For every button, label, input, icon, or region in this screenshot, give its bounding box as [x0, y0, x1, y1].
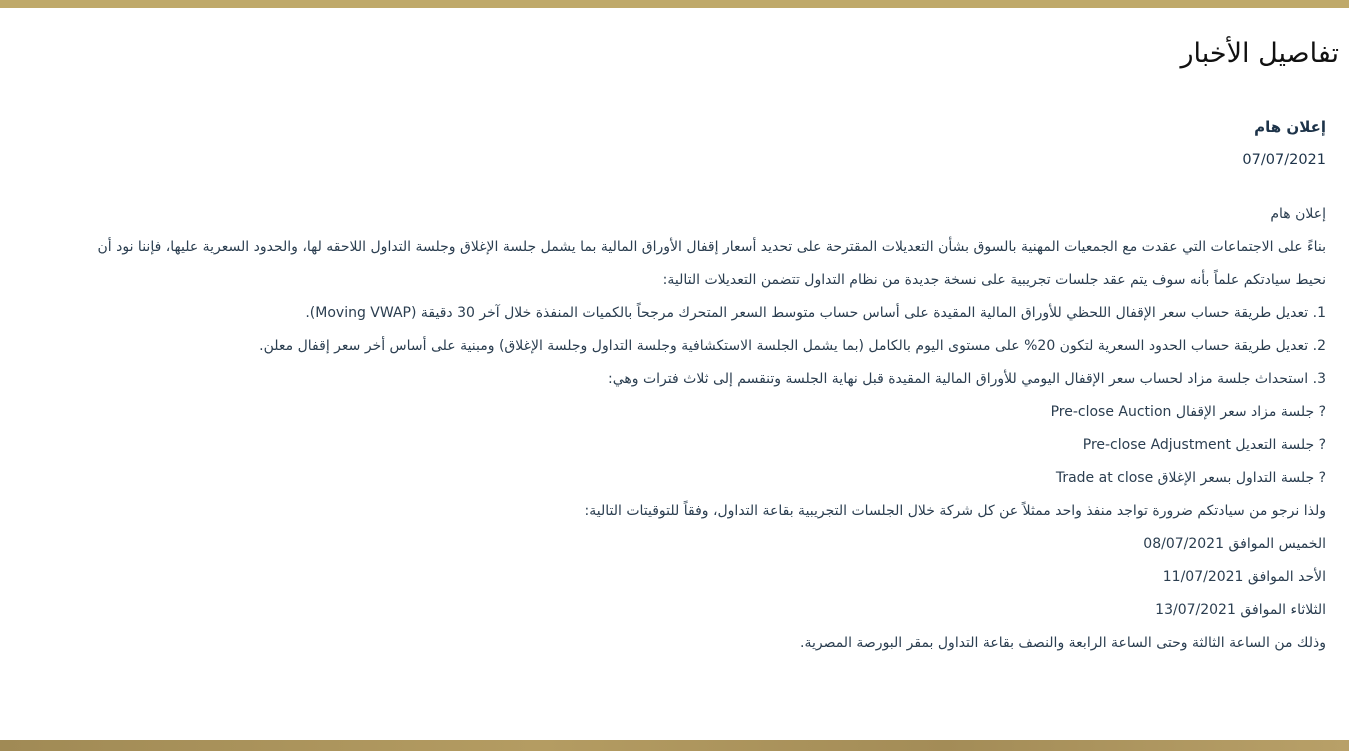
schedule-day-1: الخميس الموافق 08/07/2021 — [1143, 536, 1326, 552]
session-pre-close-adjustment: ? جلسة التعديل Pre-close Adjustment — [1082, 437, 1326, 453]
amendment-item-1: 1. تعديل طريقة حساب سعر الإقفال اللحظي للأوراق المالية المقيدة على أساس حساب متوسط السعر المتحرك مرجحاً بالكميات المنفذة خلال آخر 30 دقيقة (Moving VWAP). — [305, 305, 1326, 321]
attendance-request: ولذا نرجو من سيادتكم ضرورة تواجد منفذ واحد ممثلاً عن كل شركة خلال الجلسات التجريبية بقاعة التداول، وفقاً للتوقيتات التالية: — [584, 503, 1326, 519]
news-detail-content — [66, 115, 1326, 660]
closing-note: وذلك من الساعة الثالثة وحتى الساعة الرابعة والنصف بقاعة التداول بمقر البورصة المصرية. — [800, 635, 1326, 651]
session-trade-at-close: ? جلسة التداول بسعر الإغلاق Trade at close — [1055, 470, 1326, 486]
amendment-item-3: 3. استحداث جلسة مزاد لحساب سعر الإقفال اليومي للأوراق المالية المقيدة قبل نهاية الجلسة وتنقسم إلى ثلاث فترات وهي: — [608, 371, 1326, 387]
top-accent-bar — [0, 0, 1349, 8]
body-intro-heading: إعلان هام — [1270, 206, 1326, 222]
schedule-day-3: الثلاثاء الموافق 13/07/2021 — [1155, 602, 1326, 618]
amendment-item-2: 2. تعديل طريقة حساب الحدود السعرية لتكون 20% على مستوى اليوم بالكامل (بما يشمل الجلسة الاستكشافية وجلسة التداول وجلسة الإغلاق) ومبنية على أساس أخر سعر إقفال معلن. — [259, 338, 1326, 354]
schedule-day-2: الأحد الموافق 11/07/2021 — [1162, 569, 1326, 585]
news-heading: إعلان هام — [1254, 118, 1326, 136]
page-title: تفاصيل الأخبار — [1180, 38, 1339, 69]
body-intro-paragraph: بناءً على الاجتماعات التي عقدت مع الجمعيات المهنية بالسوق بشأن التعديلات المقترحة على تحديد أسعار إقفال الأوراق المالية بما يشمل جلسة الإغلاق وجلسة التداول اللاحقه لها، والحدود السعرية عليها، فإننا نود أن نحيط سيادتكم علماً بأنه سوف يتم عقد جلسات تجريبية على نسخة جديدة من نظام التداول تتضمن التعديلات التالية: — [97, 239, 1326, 288]
session-pre-close-auction: ? جلسة مزاد سعر الإقفال Pre-close Auction — [1050, 404, 1326, 420]
news-date: 07/07/2021 — [1242, 152, 1326, 168]
news-body — [66, 198, 1326, 660]
footer-accent-bar — [0, 740, 1349, 751]
